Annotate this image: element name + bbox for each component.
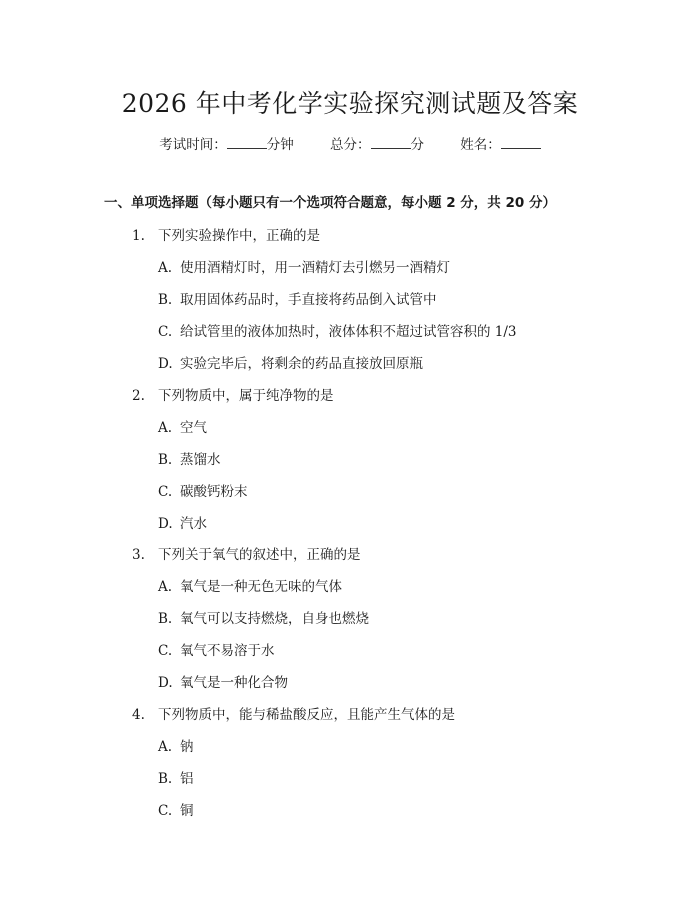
- option-3c: [158, 639, 275, 659]
- option-letter: C.: [158, 643, 173, 659]
- question-number: 4.: [132, 707, 145, 723]
- question-3: [132, 543, 361, 563]
- question-4: [132, 703, 455, 723]
- question-number: 1.: [132, 228, 145, 244]
- option-text: 蒸馏水: [180, 452, 221, 468]
- option-text: 铝: [180, 771, 194, 787]
- question-number: 3.: [132, 547, 145, 563]
- option-text: 氧气是一种无色无味的气体: [180, 579, 342, 595]
- section-title: 一、单项选择题（每小题只有一个选项符合题意，每小题 2 分，共 20 分）: [104, 195, 556, 211]
- question-2: [132, 384, 334, 404]
- total-score-unit: 分: [410, 137, 424, 153]
- option-letter: A.: [158, 739, 173, 755]
- option-1d: [158, 352, 423, 372]
- exam-time-blank: [227, 136, 267, 149]
- option-letter: B.: [158, 292, 173, 308]
- question-text: 下列物质中，属于纯净物的是: [158, 388, 334, 404]
- option-text: 氧气可以支持燃烧，自身也燃烧: [180, 611, 369, 627]
- option-text: 给试管里的液体加热时，液体体积不超过试管容积的 1/3: [180, 324, 517, 340]
- page-title: 2026 年中考化学实验探究测试题及答案: [121, 89, 579, 118]
- option-letter: A.: [158, 420, 173, 436]
- exam-time-unit: 分钟: [266, 137, 294, 153]
- option-text: 空气: [180, 420, 207, 436]
- total-score-label: 总分：: [330, 137, 371, 153]
- exam-meta: [0, 133, 700, 153]
- option-1c: [158, 320, 517, 340]
- option-text: 碳酸钙粉末: [180, 484, 248, 500]
- question-text: 下列物质中，能与稀盐酸反应，且能产生气体的是: [158, 707, 455, 723]
- option-text: 使用酒精灯时，用一酒精灯去引燃另一酒精灯: [180, 260, 450, 276]
- option-text: 氧气是一种化合物: [180, 675, 288, 691]
- option-2c: [158, 480, 248, 500]
- option-text: 铜: [180, 803, 194, 819]
- option-3a: [158, 575, 342, 595]
- option-2a: [158, 416, 207, 436]
- option-letter: C.: [158, 803, 173, 819]
- option-letter: B.: [158, 611, 173, 627]
- option-letter: B.: [158, 452, 173, 468]
- option-text: 钠: [180, 739, 194, 755]
- option-letter: D.: [158, 675, 173, 691]
- option-letter: C.: [158, 484, 173, 500]
- question-1: [132, 224, 320, 244]
- option-2d: [158, 512, 207, 532]
- total-score-blank: [371, 136, 411, 149]
- question-text: 下列关于氧气的叙述中，正确的是: [158, 547, 361, 563]
- option-letter: B.: [158, 771, 173, 787]
- option-2b: [158, 448, 221, 468]
- option-letter: D.: [158, 516, 173, 532]
- option-3d: [158, 671, 288, 691]
- student-name-label: 姓名：: [460, 137, 501, 153]
- question-text: 下列实验操作中，正确的是: [158, 228, 320, 244]
- option-text: 实验完毕后，将剩余的药品直接放回原瓶: [180, 356, 423, 372]
- option-letter: C.: [158, 324, 173, 340]
- option-letter: A.: [158, 260, 173, 276]
- option-1b: [158, 288, 437, 308]
- option-text: 汽水: [180, 516, 207, 532]
- option-3b: [158, 607, 369, 627]
- exam-time-field: [159, 137, 298, 153]
- option-text: 氧气不易溶于水: [180, 643, 275, 659]
- option-text: 取用固体药品时，手直接将药品倒入试管中: [180, 292, 437, 308]
- option-4b: [158, 767, 194, 787]
- student-name-field: [460, 137, 541, 153]
- option-4c: [158, 799, 194, 819]
- option-letter: A.: [158, 579, 173, 595]
- option-4a: [158, 735, 194, 755]
- question-number: 2.: [132, 388, 145, 404]
- option-1a: [158, 256, 450, 276]
- total-score-field: [330, 137, 428, 153]
- exam-time-label: 考试时间：: [159, 137, 227, 153]
- option-letter: D.: [158, 356, 173, 372]
- student-name-blank: [501, 136, 541, 149]
